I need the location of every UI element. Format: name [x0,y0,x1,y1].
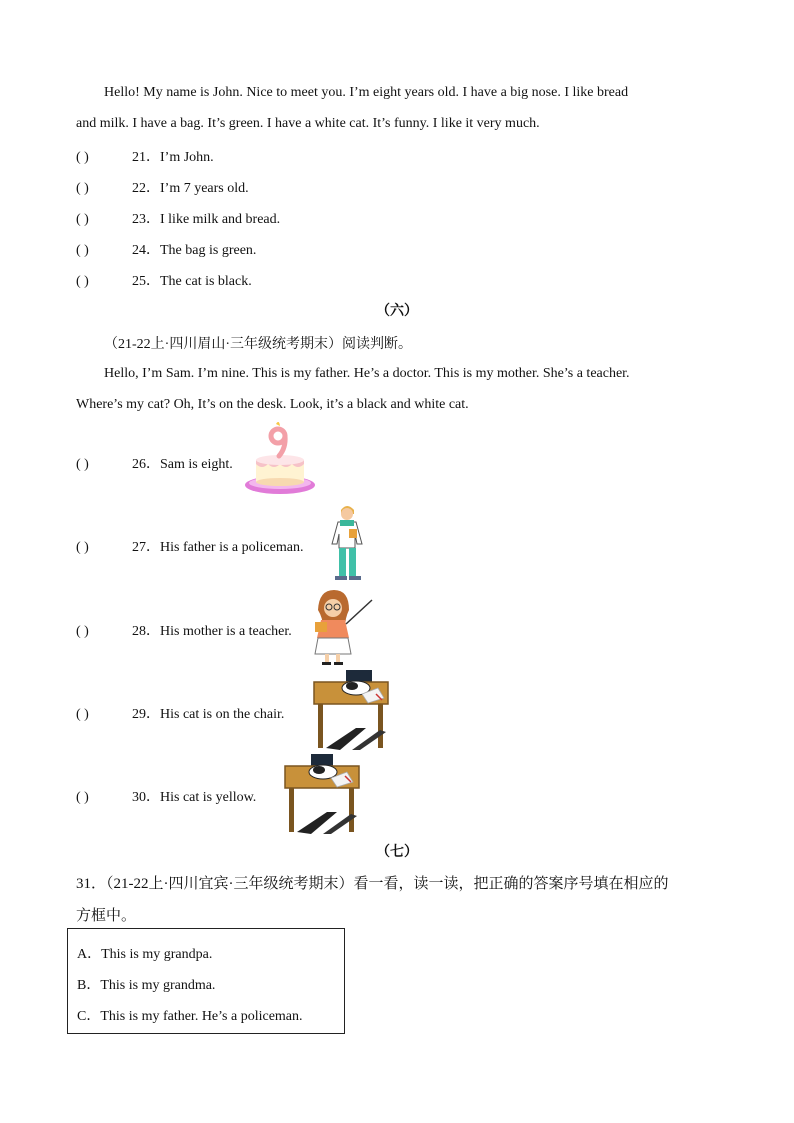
doctor-icon [327,502,367,582]
question-29 [76,703,284,723]
question-text: 21．I’m John. [132,150,214,165]
answer-blank[interactable]: ( ) [76,212,89,227]
option-c: C．This is my father. He’s a policeman. [77,1009,303,1024]
passage-6-line-1: Hello, I’m Sam. I’m nine. This is my father. He’s a doctor. This is my mother. She’s a teacher. [104,366,630,381]
cat-on-desk-icon [280,752,366,834]
answer-blank[interactable]: ( ) [76,181,89,196]
answer-blank[interactable]: ( ) [76,150,89,165]
answer-blank[interactable]: ( ) [76,274,89,289]
question-28 [76,620,292,640]
passage-5-line-2: and milk. I have a bag. It’s green. I have a white cat. It’s funny. I like it very much. [76,116,540,131]
answer-blank[interactable]: ( ) [76,707,89,722]
question-text: 23．I like milk and bread. [132,212,281,227]
answer-blank[interactable]: ( ) [76,243,89,258]
question-text: 25．The cat is black. [132,274,252,289]
passage-5 [76,77,718,139]
question-text: 22．I’m 7 years old. [132,181,249,196]
section-6-source: （21-22上·四川眉山·三年级统考期末）阅读判断。 [104,337,412,352]
birthday-cake-9-icon [244,422,316,498]
passage-6 [76,358,718,420]
section-6-heading: （六） [376,304,418,319]
question-23 [76,208,280,228]
question-24 [76,239,256,259]
question-25 [76,270,252,290]
question-21 [76,146,214,166]
answer-blank[interactable]: ( ) [76,624,89,639]
question-30 [76,786,256,806]
cat-on-desk-icon [312,668,392,750]
answer-blank[interactable]: ( ) [76,457,89,472]
answer-blank[interactable]: ( ) [76,790,89,805]
question-27 [76,536,303,556]
option-b: B．This is my grandma. [77,978,216,993]
question-text: 30．His cat is yellow. [132,790,257,805]
question-text: 28．His mother is a teacher. [132,624,292,639]
passage-5-line-1: Hello! My name is John. Nice to meet you. I’m eight years old. I have a big nose. I like bread [104,85,629,100]
question-31-prompt-line-1: 31．（21-22上·四川宜宾·三年级统考期末）看一看，读一读，把正确的答案序号填在相应的 [76,876,669,892]
question-text: 24．The bag is green. [132,243,257,258]
question-22 [76,177,249,197]
teacher-icon [312,590,374,666]
section-7-heading: （七） [376,845,418,860]
question-text: 29．His cat is on the chair. [132,707,285,722]
option-a: A．This is my grandpa. [77,947,213,962]
passage-6-line-2: Where’s my cat? Oh, It’s on the desk. Look, it’s a black and white cat. [76,397,469,412]
question-31-prompt-line-2: 方框中。 [76,908,137,924]
question-26 [76,453,233,473]
question-text: 26．Sam is eight. [132,457,233,472]
question-text: 27．His father is a policeman. [132,540,304,555]
answer-blank[interactable]: ( ) [76,540,89,555]
options-box [67,928,345,1034]
